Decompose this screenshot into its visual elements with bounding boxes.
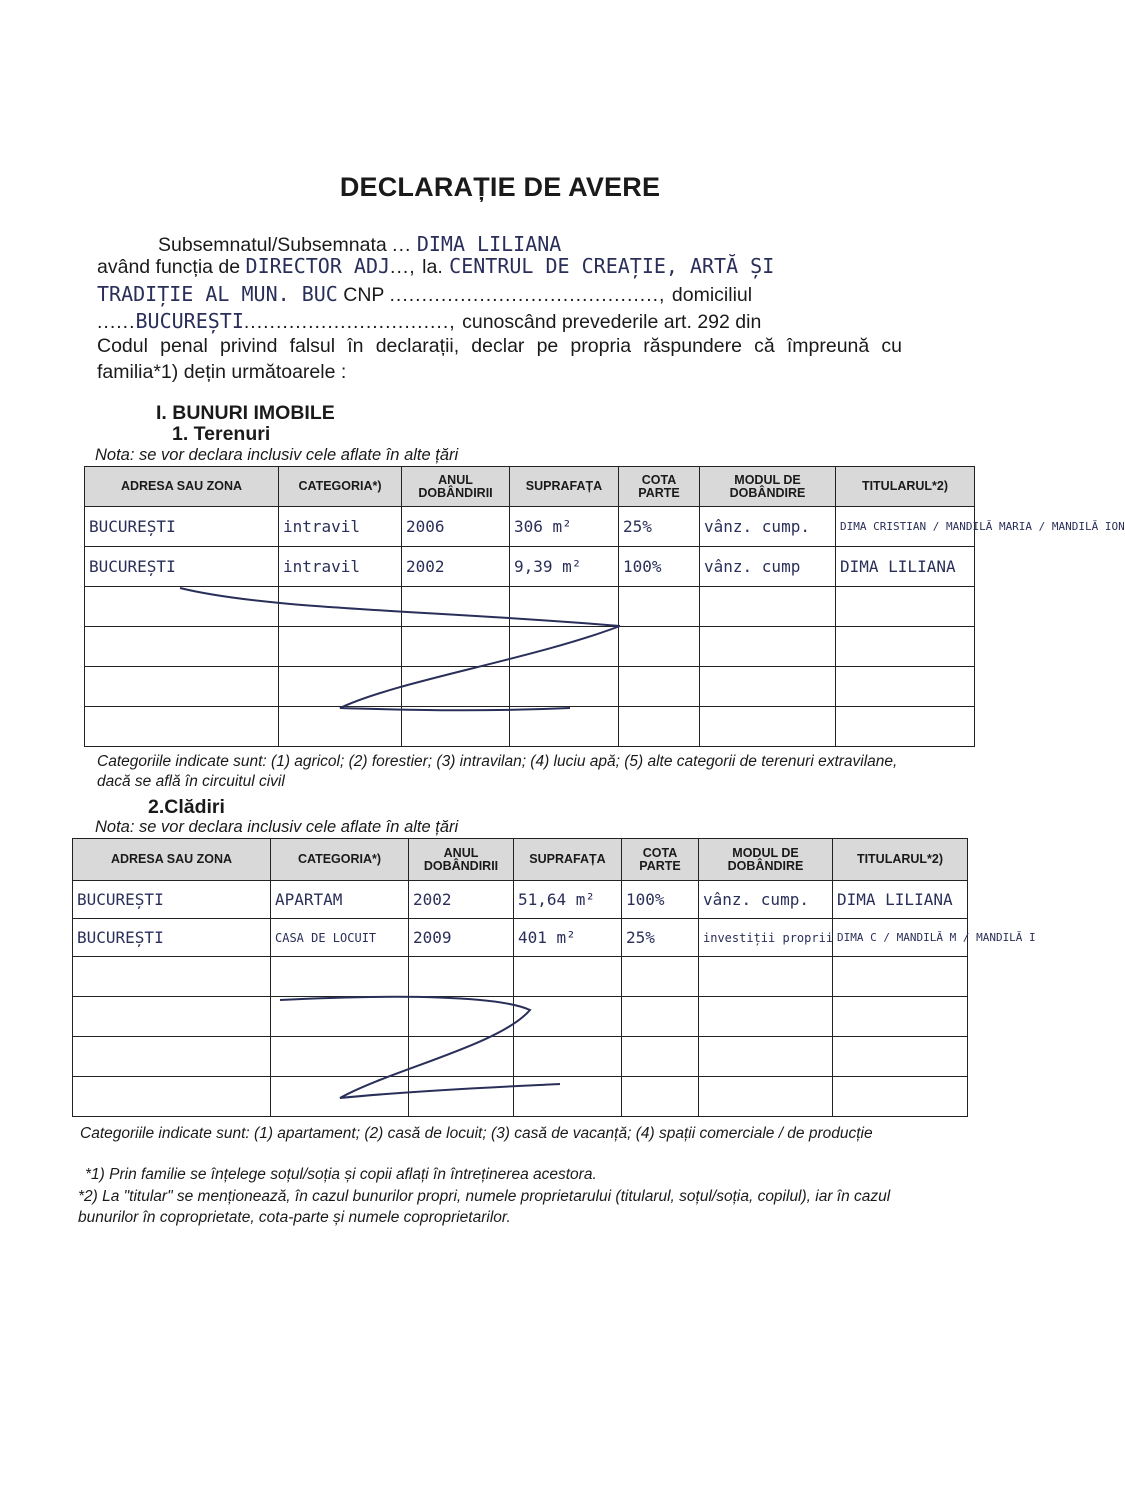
header-categoria: CATEGORIA*): [279, 467, 402, 507]
table-row-empty: [85, 627, 975, 667]
cell-titular: DIMA CRISTIAN / MANDILĂ MARIA / MANDILĂ ION: [836, 507, 975, 547]
cell-cota: 25%: [622, 919, 699, 957]
table-row-empty: [85, 587, 975, 627]
header-titularul: TITULARUL*2): [833, 839, 968, 881]
table-row-empty: [73, 997, 968, 1037]
cell-categoria: intravil: [279, 547, 402, 587]
cnp-label: CNP: [343, 284, 385, 306]
intro-line-4-tail: cunoscând prevederile art. 292 din: [462, 311, 762, 333]
cell-titular: DIMA C / MANDILĂ M / MANDILĂ I: [833, 919, 968, 957]
terenuri-table: [84, 466, 1125, 747]
cladiri-table: [72, 838, 1036, 1117]
cell-anul: 2009: [409, 919, 514, 957]
header-cota: COTA PARTE: [622, 839, 699, 881]
cell-cota: 100%: [622, 881, 699, 919]
header-suprafata: SUPRAFAȚA: [510, 467, 619, 507]
intro-line-1: Subsemnatul/Subsemnata ... DIMA LILIANA: [158, 232, 562, 256]
footnote-titular: *2) La "titular" se menționează, în cazul bunurilor propri, numele proprietarului (titularul, soțul/soția, copilul), iar în cazul bunurilor în coproprietate, cota-parte și numele coproprietarilor.: [78, 1188, 891, 1226]
intro-line-3: TRADIȚIE AL MUN. BUC CNP .........................................., domiciliul: [97, 282, 753, 306]
institution-value-a: CENTRUL DE CREAȚIE, ARTĂ ȘI: [449, 254, 775, 278]
cell-anul: 2006: [402, 507, 510, 547]
header-suprafata: SUPRAFAȚA: [514, 839, 622, 881]
cell-anul: 2002: [409, 881, 514, 919]
cell-anul: 2002: [402, 547, 510, 587]
header-adresa: ADRESA SAU ZONA: [85, 467, 279, 507]
cell-modul: vânz. cump.: [699, 881, 833, 919]
cell-modul: vânz. cump.: [700, 507, 836, 547]
cell-titular: DIMA LILIANA: [833, 881, 968, 919]
la-label: la: [422, 256, 438, 278]
cell-adresa: BUCUREȘTI: [73, 919, 271, 957]
domicile-value: BUCUREȘTI: [135, 309, 244, 333]
table-row-empty: [73, 1077, 968, 1117]
intro-line-2: având funcția de DIRECTOR ADJ..., la. CENTRUL DE CREAȚIE, ARTĂ ȘI: [97, 254, 775, 278]
table-row-empty: [73, 957, 968, 997]
cell-cota: 100%: [619, 547, 700, 587]
functia-label: având funcția de: [97, 256, 241, 278]
intro-paragraph: Codul penal privind falsul în declarații, declar pe propria răspundere că împreună cu familia*1) dețin următoarele :: [97, 335, 902, 383]
function-value: DIRECTOR ADJ: [245, 254, 391, 278]
declarant-name: DIMA LILIANA: [416, 232, 562, 256]
cell-adresa: BUCUREȘTI: [85, 507, 279, 547]
table-row-empty: [73, 1037, 968, 1077]
subsemnatul-label: Subsemnatul/Subsemnata: [158, 234, 387, 256]
terenuri-categories-note: Categoriile indicate sunt: (1) agricol; (2) forestier; (3) intravilan; (4) luciu apă; (5) alte categorii de terenuri extravilane, dacă se află în circuitul civil: [97, 753, 898, 790]
cladiri-categories-note: Categoriile indicate sunt: (1) apartament; (2) casă de locuit; (3) casă de vacanță; (4) spații comerciale / de producție: [80, 1125, 873, 1142]
terenuri-header-row: [85, 467, 975, 507]
domiciliu-label: domiciliul: [671, 284, 753, 306]
footnote-familie: *1) Prin familie se înțelege soțul/soția și copii aflați în întreținerea acestora.: [85, 1166, 597, 1183]
cell-categoria: APARTAM: [271, 881, 409, 919]
header-anul: ANUL DOBÂNDIRII: [409, 839, 514, 881]
table-row: [73, 919, 968, 957]
header-anul: ANUL DOBÂNDIRII: [402, 467, 510, 507]
header-titularul: TITULARUL*2): [836, 467, 975, 507]
cell-adresa: BUCUREȘTI: [85, 547, 279, 587]
cladiri-header-row: [73, 839, 968, 881]
header-cota: COTA PARTE: [619, 467, 700, 507]
header-adresa: ADRESA SAU ZONA: [73, 839, 271, 881]
table-row: [85, 507, 975, 547]
subsection-terenuri: 1. Terenuri: [172, 423, 271, 445]
subsection-cladiri: 2.Clădiri: [148, 796, 225, 818]
cell-modul: vânz. cump: [700, 547, 836, 587]
cell-suprafata: 306 m²: [510, 507, 619, 547]
nota-terenuri: Nota: se vor declara inclusiv cele aflate în alte țări: [95, 446, 459, 464]
intro-line-4: ......BUCUREȘTI................................, cunoscând prevederile art. 292 din: [97, 309, 762, 333]
table-row: [73, 881, 968, 919]
cell-modul: investiții proprii: [699, 919, 833, 957]
cell-titular: DIMA LILIANA: [836, 547, 975, 587]
cell-suprafata: 401 m²: [514, 919, 622, 957]
cell-categoria: intravil: [279, 507, 402, 547]
header-categoria: CATEGORIA*): [271, 839, 409, 881]
cell-cota: 25%: [619, 507, 700, 547]
section-bunuri-imobile: I. BUNURI IMOBILE: [156, 402, 335, 424]
nota-cladiri: Nota: se vor declara inclusiv cele aflate în alte țări: [95, 818, 459, 836]
document-title: DECLARAȚIE DE AVERE: [339, 172, 661, 202]
cell-categoria: CASA DE LOCUIT: [271, 919, 409, 957]
cell-suprafata: 51,64 m²: [514, 881, 622, 919]
cell-suprafata: 9,39 m²: [510, 547, 619, 587]
header-modul: MODUL DE DOBÂNDIRE: [699, 839, 833, 881]
header-modul: MODUL DE DOBÂNDIRE: [700, 467, 836, 507]
table-row: [85, 547, 975, 587]
cell-adresa: BUCUREȘTI: [73, 881, 271, 919]
table-row-empty: [85, 707, 975, 747]
table-row-empty: [85, 667, 975, 707]
institution-value-b: TRADIȚIE AL MUN. BUC: [97, 282, 338, 306]
